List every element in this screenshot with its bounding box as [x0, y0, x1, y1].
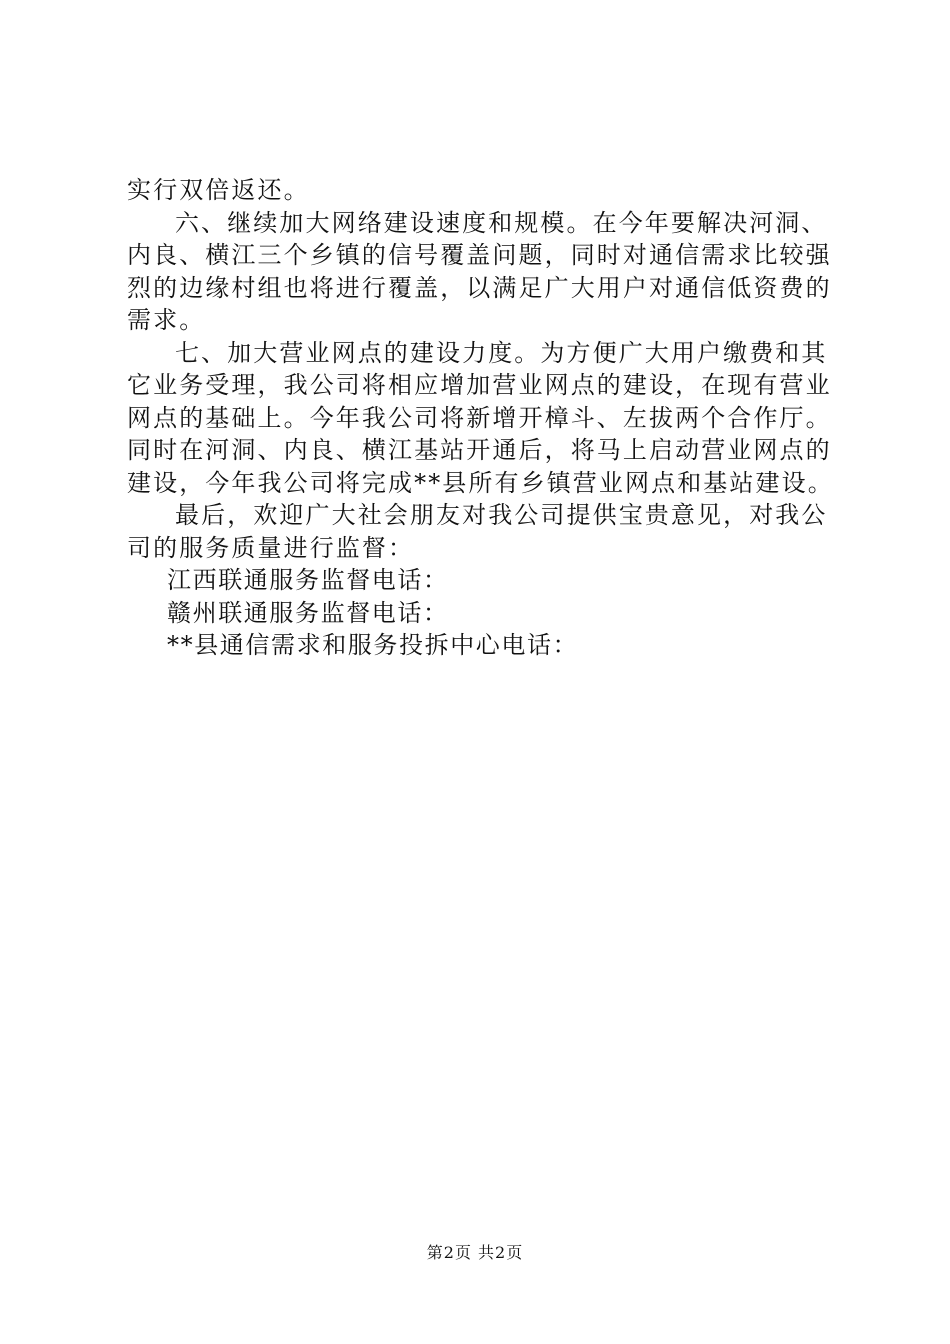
paragraph-line: 内良、横江三个乡镇的信号覆盖问题，同时对通信需求比较强: [127, 241, 832, 269]
paragraph-line: 司的服务质量进行监督：: [127, 533, 415, 562]
paragraph-line: 烈的边缘村组也将进行覆盖，以满足广大用户对通信低资费的: [127, 273, 832, 302]
paragraph-line: 网点的基础上。今年我公司将新增开樟斗、左拔两个合作厅。: [127, 403, 832, 432]
document-body: [127, 174, 833, 662]
paragraph-line: 最后，欢迎广大社会朋友对我公司提供宝贵意见，对我公: [175, 501, 828, 529]
paragraph-line: 实行双倍返还。: [127, 176, 310, 204]
contact-line-county: **县通信需求和服务投拆中心电话：: [167, 631, 579, 659]
contact-line-jiangxi: 江西联通服务监督电话：: [167, 566, 449, 594]
contact-line-ganzhou: 赣州联通服务监督电话：: [167, 598, 449, 627]
page-number: 第2页 共2页: [426, 1243, 524, 1262]
paragraph-line: 六、继续加大网络建设速度和规模。在今年要解决河洞、: [175, 208, 828, 237]
paragraph-line: 同时在河洞、内良、横江基站开通后，将马上启动营业网点的: [127, 436, 832, 464]
paragraph-line: 建设，今年我公司将完成**县所有乡镇营业网点和基站建设。: [127, 468, 834, 497]
paragraph-line: 它业务受理，我公司将相应增加营业网点的建设，在现有营业: [127, 371, 832, 399]
page-footer: [0, 1242, 950, 1264]
paragraph-line: 七、加大营业网点的建设力度。为方便广大用户缴费和其: [175, 338, 828, 367]
paragraph-line: 需求。: [127, 306, 206, 334]
